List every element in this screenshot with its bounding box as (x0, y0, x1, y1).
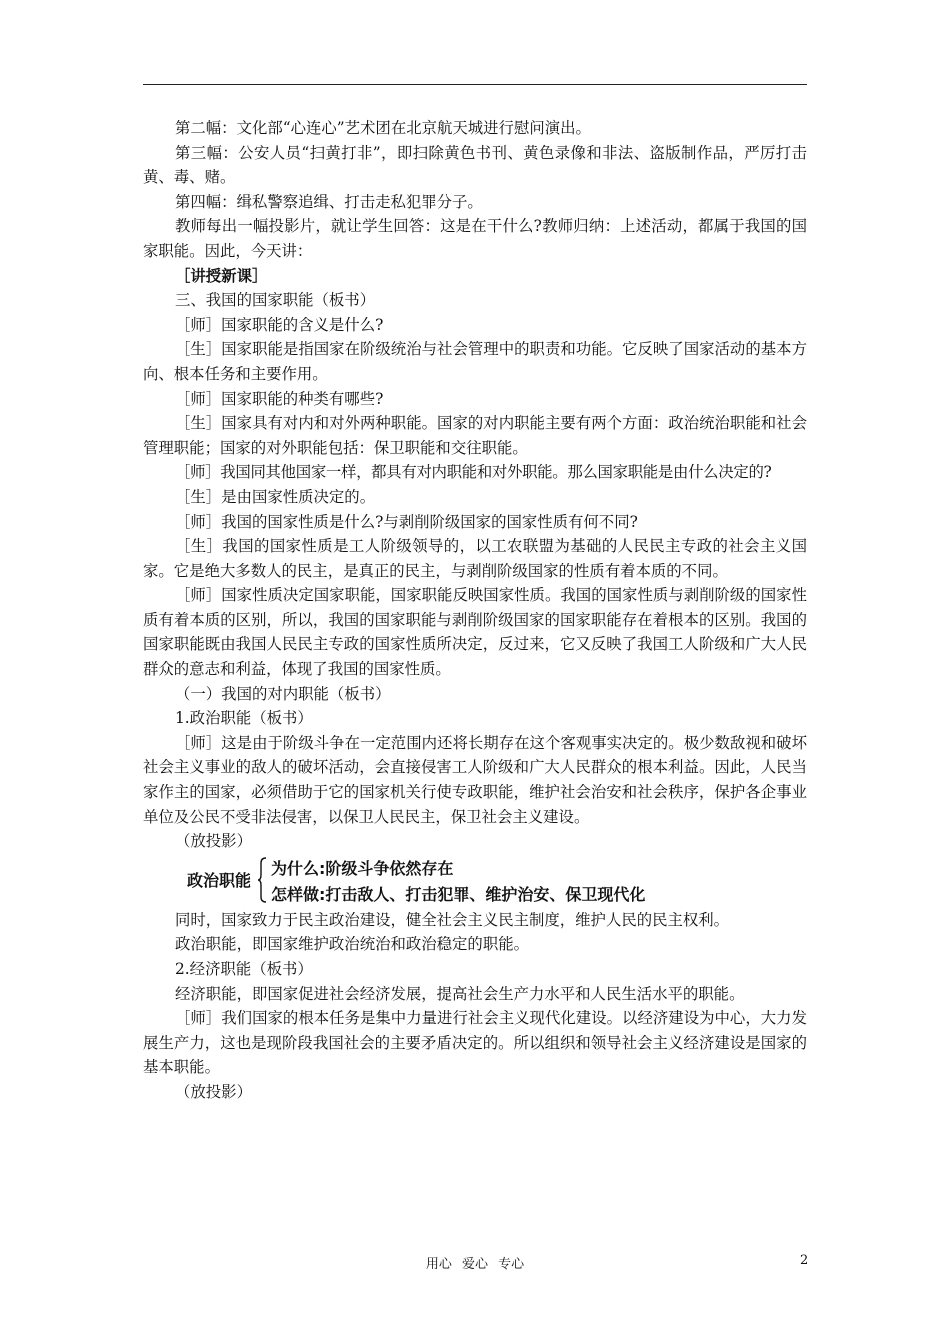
dialogue-line: ［师］国家性质决定国家职能，国家职能反映国家性质。我国的国家性质与剥削阶级的国家性质有着本质的区别，所以，我国的国家职能与剥削阶级国家的国家职能存在着根本的区别。我国的国家职能既由我国人民民主专政的国家性质所决定，反过来，它又反映了我国工人阶级和广大人民群众的意志和利益，体现了我国的国家性质。 (143, 586, 807, 679)
dialogue-line: ［师］我国同其他国家一样，都具有对内职能和对外职能。那么国家职能是由什么决定的? (175, 463, 772, 482)
dialogue-line: ［生］我国的国家性质是工人阶级领导的，以工农联盟为基础的人民民主专政的社会主义国家。它是绝大多数人的民主，是真正的民主，与剥削阶级国家的性质有着本质的不同。 (143, 537, 807, 580)
subsection-title: （一）我国的对内职能（板书） (175, 684, 391, 703)
page-number: 2 (800, 1253, 809, 1268)
diagram-line-how: 怎样做:打击敌人、打击犯罪、维护治安、保卫现代化 (271, 884, 646, 904)
dialogue-line: ［生］是由国家性质决定的。 (175, 487, 376, 506)
diagram-line-why: 为什么:阶级斗争依然存在 (271, 858, 454, 878)
section-heading: ［讲授新课］ (175, 266, 268, 285)
dialogue-line: ［生］国家职能是指国家在阶级统治与社会管理中的职责和功能。它反映了国家活动的基本方向、根本任务和主要作用。 (143, 340, 807, 383)
body-text (143, 116, 807, 1105)
paragraph: 第四幅：缉私警察追缉、打击走私犯罪分子。 (175, 192, 483, 211)
brace-icon (257, 857, 267, 903)
dialogue-line: ［师］国家职能的种类有哪些? (175, 389, 384, 408)
section-title: 三、我国的国家职能（板书） (175, 291, 376, 310)
dialogue-line: ［师］我国的国家性质是什么?与剥削阶级国家的国家性质有何不同? (175, 512, 638, 531)
dialogue-line: ［师］国家职能的含义是什么? (175, 315, 384, 334)
paragraph: 第三幅：公安人员“扫黄打非”，即扫除黄色书刊、黄色录像和非法、盗版制作品，严厉打击黄、毒、赌。 (143, 143, 807, 187)
paragraph: 同时，国家致力于民主政治建设，健全社会主义民主制度，维护人民的民主权利。 (175, 910, 730, 929)
paragraph: （放投影） (175, 832, 252, 851)
paragraph: 第二幅：文化部“心连心”艺术团在北京航天城进行慰问演出。 (175, 119, 591, 137)
dialogue-line: ［师］这是由于阶级斗争在一定范围内还将长期存在这个客观事实决定的。极少数敌视和破坏社会主义事业的敌人的破坏活动，会直接侵害工人阶级和广大人民群众的根本利益。因此，人民当家作主的国家，必须借助于它的国家机关行使专政职能，维护社会治安和社会秩序，保护各企事业单位及公民不受非法侵害，以保卫人民民主，保卫社会主义建设。 (143, 733, 807, 826)
subsection-title: 2.经济职能（板书） (175, 960, 313, 978)
projection-diagram (143, 856, 807, 908)
diagram-label: 政治职能 (187, 870, 252, 890)
header-rule (143, 84, 807, 85)
paragraph: 教师每出一幅投影片，就让学生回答：这是在干什么?教师归纳：上述活动，都属于我国的国家职能。因此，今天讲： (143, 217, 807, 260)
paragraph: （放投影） (175, 1082, 252, 1101)
footer-motto: 用心 爱心 专心 (425, 1257, 525, 1272)
dialogue-line: ［生］国家具有对内和对外两种职能。国家的对内职能主要有两个方面：政治统治职能和社会管理职能；国家的对外职能包括：保卫职能和交往职能。 (143, 414, 807, 457)
paragraph: 经济职能，即国家促进社会经济发展，提高社会生产力水平和人民生活水平的职能。 (175, 984, 745, 1003)
subsection-title: 1.政治职能（板书） (175, 709, 313, 728)
dialogue-line: ［师］我们国家的根本任务是集中力量进行社会主义现代化建设。以经济建设为中心，大力发展生产力，这也是现阶段我国社会的主要矛盾决定的。所以组织和领导社会主义经济建设是国家的基本职能。 (143, 1009, 807, 1077)
paragraph: 政治职能，即国家维护政治统治和政治稳定的职能。 (175, 935, 529, 954)
